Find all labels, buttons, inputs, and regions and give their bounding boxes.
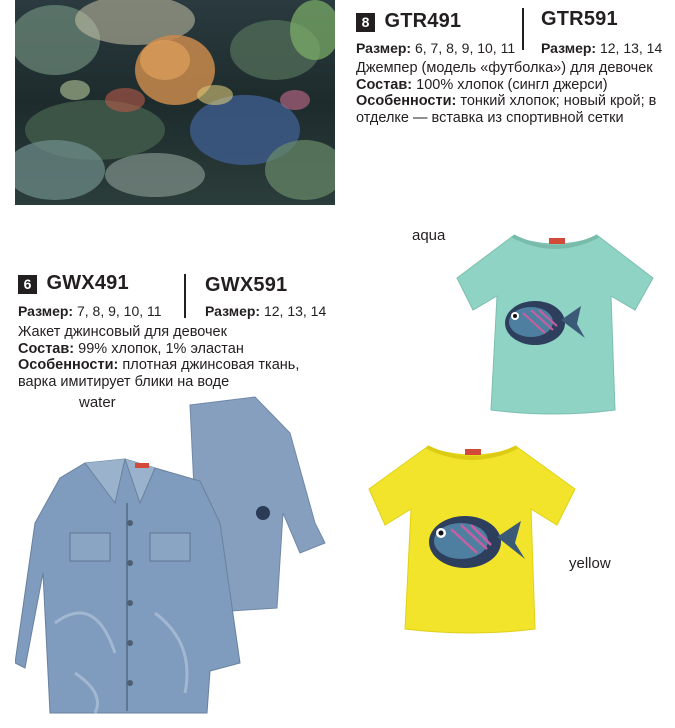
aqua-tshirt-image: [453, 228, 658, 418]
composition-value: 100% хлопок (сингл джерси): [416, 76, 608, 93]
size-values: 7, 8, 9, 10, 11: [76, 303, 162, 319]
product-code-primary: GTR491: [384, 10, 462, 32]
denim-jacket-image: [15, 393, 335, 723]
code-divider: [522, 8, 524, 50]
coral-reef-fabric-photo: [15, 0, 335, 205]
size-values: 12, 13, 14: [599, 40, 663, 56]
aqua-tshirt-photo: [453, 228, 658, 418]
size-values: 12, 13, 14: [263, 303, 327, 319]
size-label: Размер:: [18, 303, 74, 319]
features-label: Особенности:: [18, 357, 119, 373]
size-label: Размер:: [205, 303, 261, 319]
product-number-badge: 6: [18, 275, 37, 294]
color-label-yellow: yellow: [569, 555, 611, 572]
size-values: 6, 7, 8, 9, 10, 11: [414, 40, 516, 56]
features-label: Особенности:: [356, 93, 457, 109]
size-label: Размер:: [541, 40, 597, 56]
product-description: Жакет джинсовый для девочек: [18, 324, 227, 340]
gwx-header: [18, 272, 129, 295]
gwx-description-block: [18, 324, 338, 390]
color-label-water: water: [79, 394, 116, 411]
features-line: [18, 357, 338, 390]
product-code-secondary: GTR591: [541, 8, 618, 30]
features-value: плотная джинсовая ткань, варка имитирует блики на воде: [18, 357, 300, 390]
composition-value: 99% хлопок, 1% эластан: [78, 340, 244, 357]
gtr-header: [356, 10, 461, 33]
yellow-tshirt-image: [365, 437, 580, 637]
composition-label: Состав:: [18, 340, 75, 357]
code-divider: [184, 274, 186, 318]
gtr-sizes-secondary: [541, 40, 662, 56]
yellow-tshirt-photo: [365, 437, 580, 637]
features-value: тонкий хлопок; новый крой; в отделке — вставка из спортивной сетки: [356, 93, 657, 126]
coral-reef-image: [15, 0, 335, 205]
denim-jacket-photo: [15, 393, 335, 723]
gwx-sizes-primary: [18, 303, 162, 319]
product-code-primary: GWX491: [46, 272, 129, 294]
product-number-badge: 8: [356, 13, 375, 32]
composition-line: [18, 341, 338, 358]
product-description: Джемпер (модель «футболка») для девочек: [356, 60, 653, 76]
gtr-sizes-primary: [356, 40, 515, 56]
size-label: Размер:: [356, 40, 412, 56]
color-label-aqua: aqua: [412, 227, 446, 244]
gwx-sizes-secondary: [205, 303, 326, 319]
features-line: [356, 93, 664, 126]
composition-line: [356, 77, 664, 94]
composition-label: Состав:: [356, 76, 413, 93]
product-code-secondary: GWX591: [205, 274, 288, 296]
gtr-description-block: [356, 60, 664, 126]
